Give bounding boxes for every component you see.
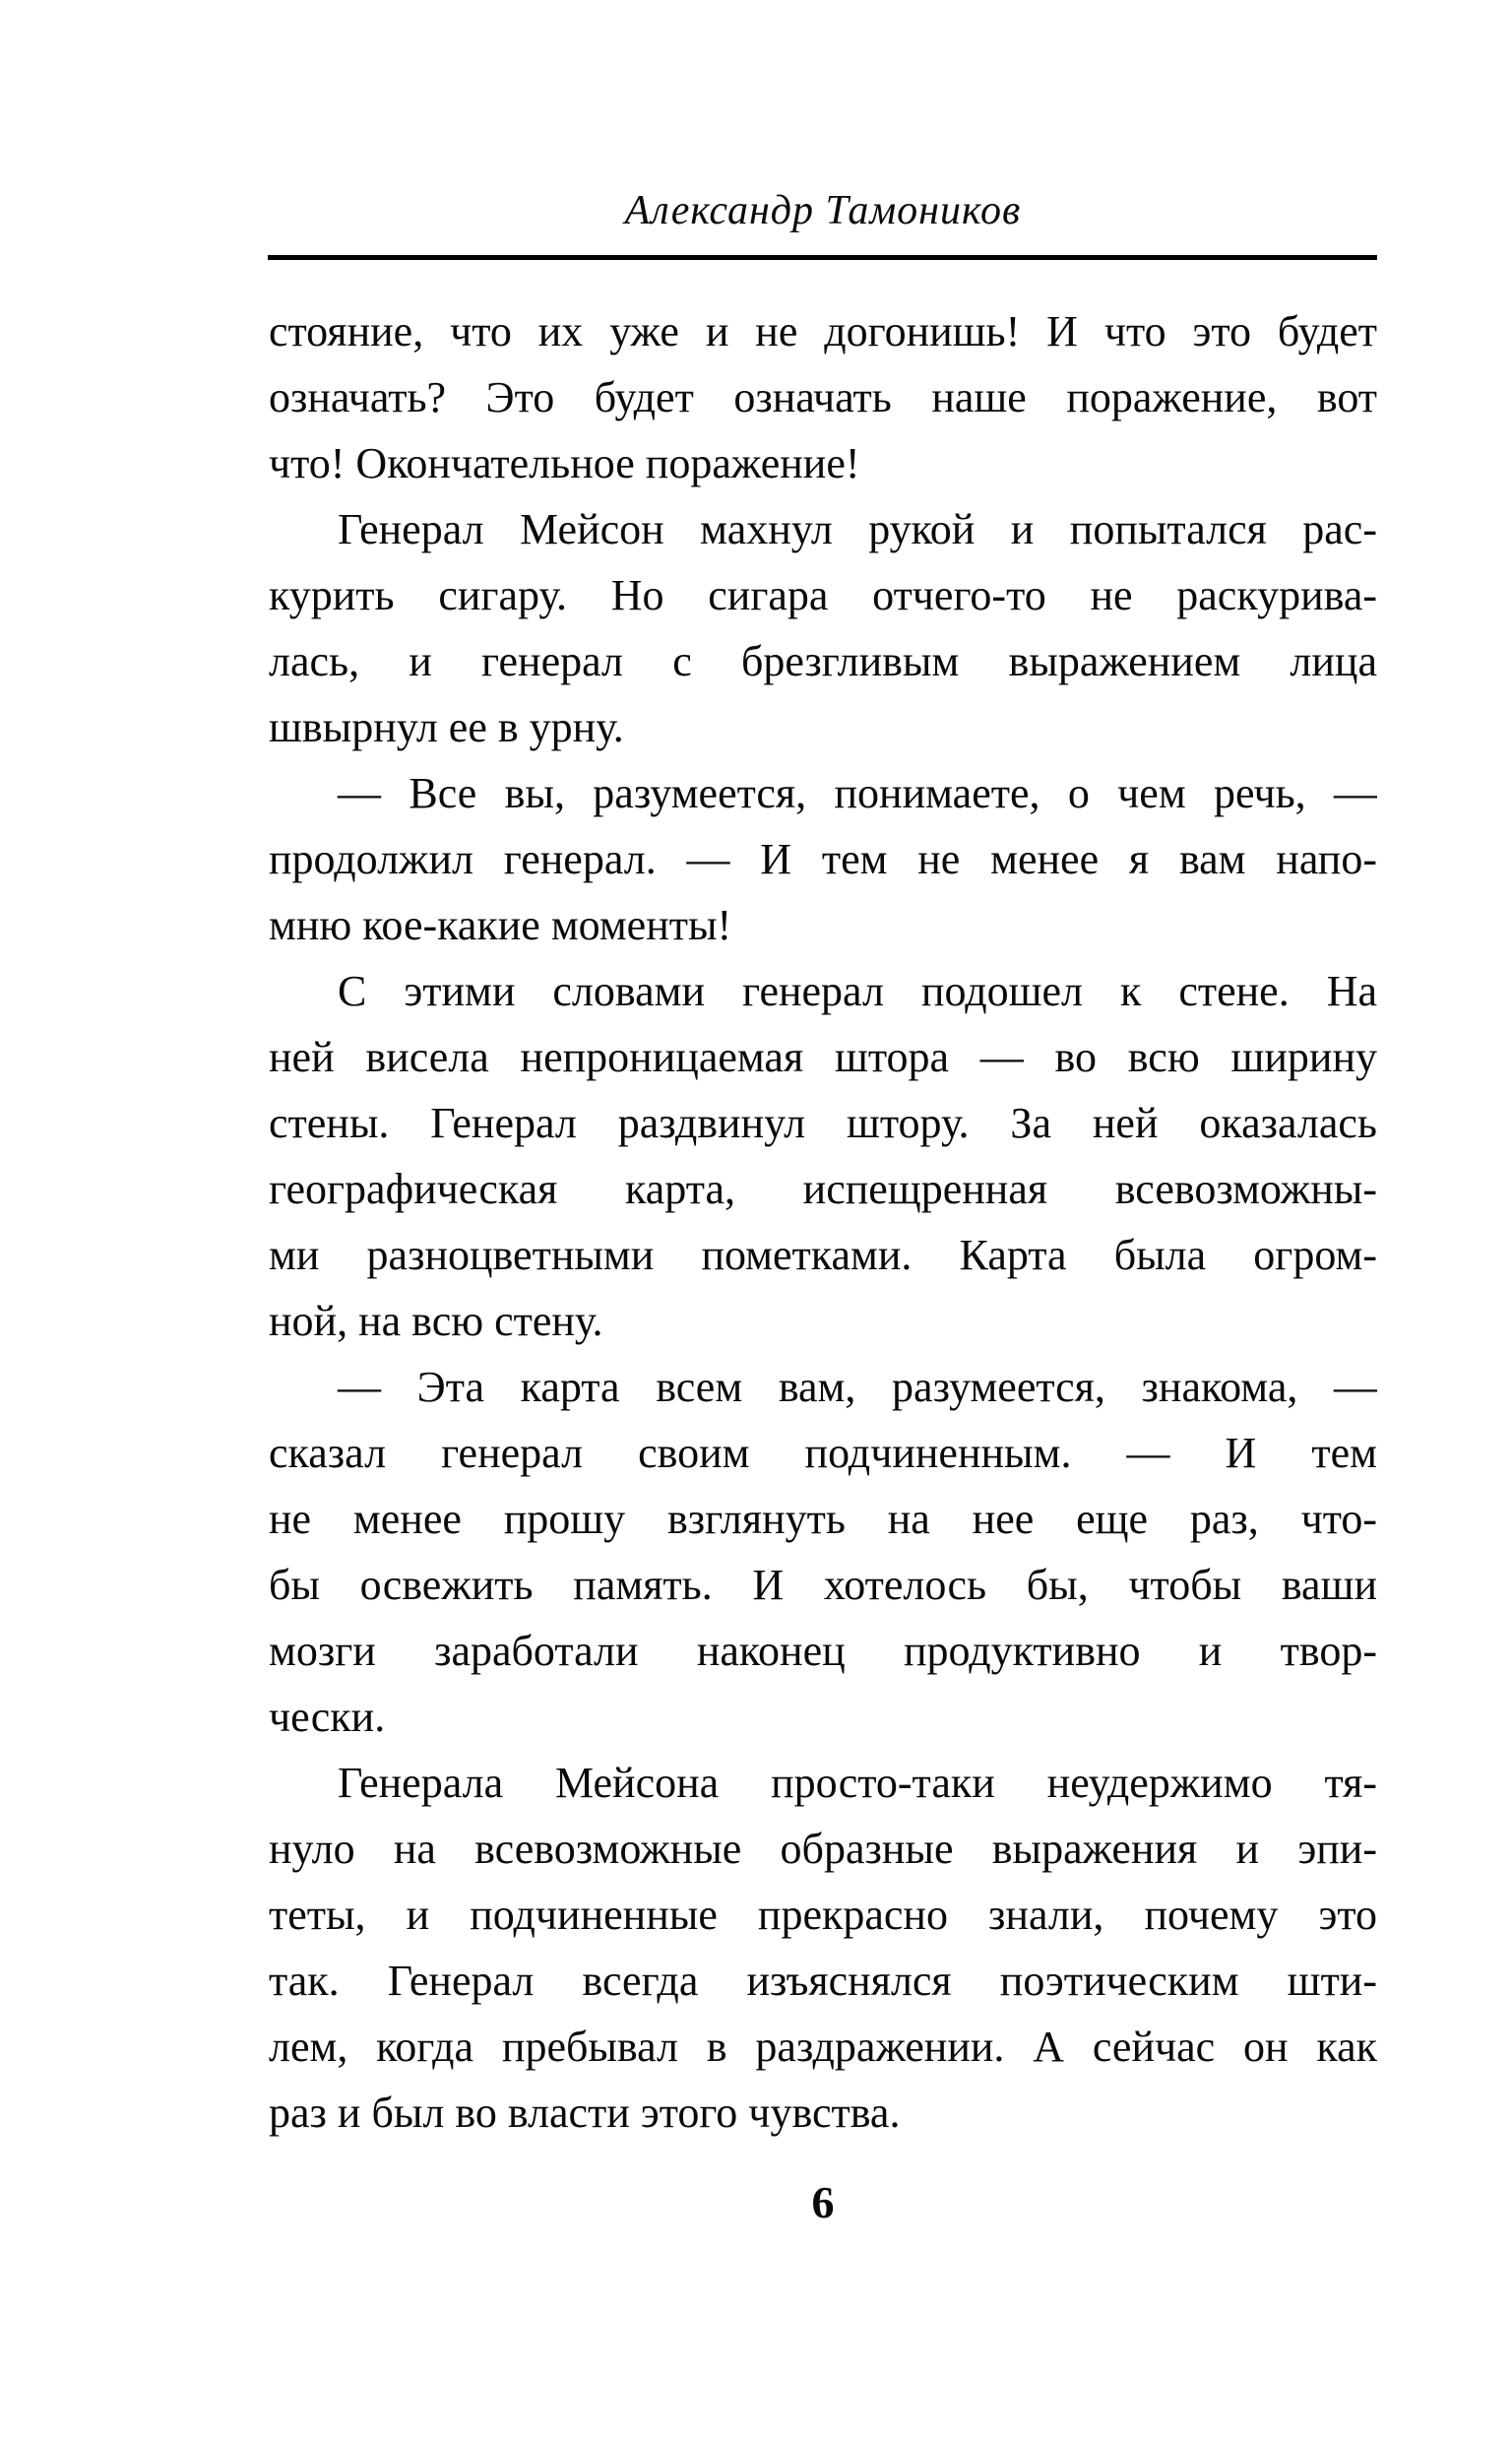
text-line: стояние, что их уже и не догонишь! И что это будет (269, 307, 1377, 355)
text-line: ми разноцветными пометками. Карта была огром- (269, 1231, 1377, 1279)
text-line: лась, и генерал с брезгливым выражением лица (269, 637, 1377, 685)
text-line: — Все вы, разумеется, понимаете, о чем речь, — (338, 769, 1377, 817)
text-line: чески. (269, 1693, 386, 1741)
text-line: Генерал Мейсон махнул рукой и попытался рас- (338, 505, 1377, 553)
text-line: ной, на всю стену. (269, 1297, 603, 1345)
text-line: географическая карта, испещренная всевозможны- (269, 1165, 1377, 1213)
text-line: курить сигару. Но сигара отчего-то не раскурива- (269, 571, 1377, 619)
text-line: ней висела непроницаемая штора — во всю ширину (269, 1033, 1377, 1081)
running-header-author: Александр Тамоников (624, 188, 1022, 233)
text-line: бы освежить память. И хотелось бы, чтобы ваши (269, 1561, 1377, 1609)
text-line: мню кое-какие моменты! (269, 901, 732, 949)
body-text (269, 298, 1377, 2146)
text-line: швырнул ее в урну. (269, 703, 624, 751)
text-line: С этими словами генерал подошел к стене. На (338, 967, 1377, 1015)
text-line: продолжил генерал. — И тем не менее я вам напо- (269, 835, 1377, 883)
text-line: не менее прошу взглянуть на нее еще раз, что- (269, 1495, 1377, 1543)
text-line: означать? Это будет означать наше поражение, вот (269, 373, 1377, 421)
text-line: сказал генерал своим подчиненным. — И тем (269, 1429, 1377, 1477)
text-line: теты, и подчиненные прекрасно знали, почему это (269, 1891, 1377, 1939)
text-line: лем, когда пребывал в раздражении. А сейчас он как (269, 2023, 1377, 2071)
page-number: 6 (811, 2177, 835, 2227)
text-line: стены. Генерал раздвинул штору. За ней оказалась (269, 1099, 1377, 1147)
text-line: раз и был во власти этого чувства. (269, 2089, 901, 2137)
text-line: — Эта карта всем вам, разумеется, знакома, — (338, 1363, 1377, 1411)
header-rule (268, 255, 1377, 260)
text-line: нуло на всевозможные образные выражения и эпи- (269, 1825, 1377, 1873)
text-line: Генерала Мейсона просто-таки неудержимо тя- (338, 1759, 1377, 1807)
text-line: что! Окончательное поражение! (269, 439, 860, 487)
text-line: мозги заработали наконец продуктивно и твор- (269, 1627, 1377, 1675)
text-line: так. Генерал всегда изъяснялся поэтическим шти- (269, 1957, 1377, 2005)
